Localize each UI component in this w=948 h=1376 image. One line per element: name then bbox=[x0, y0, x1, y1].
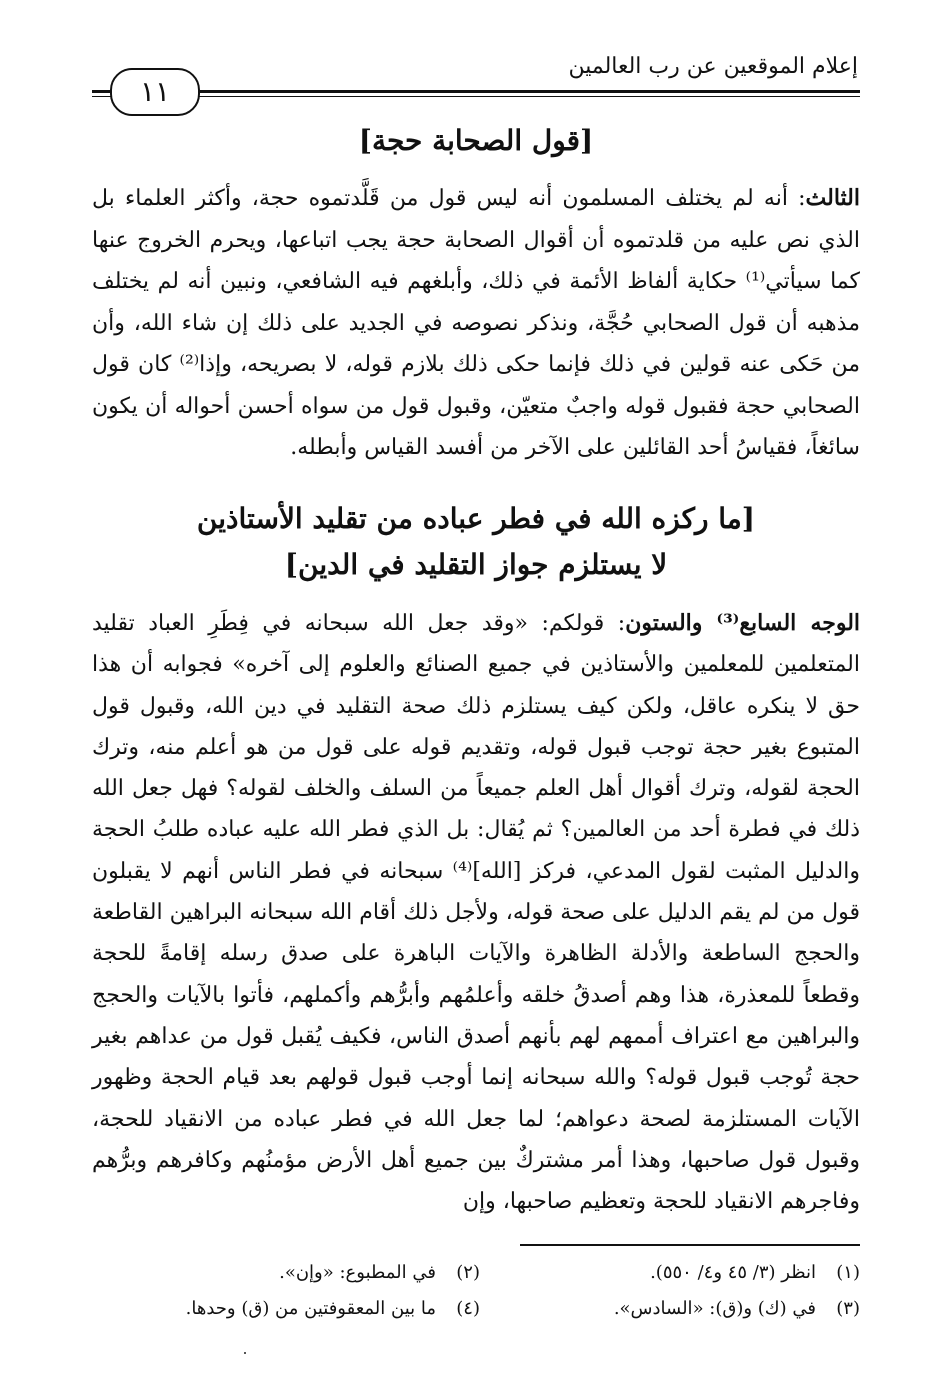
footnote-3-text: في (ك) و(ق): «السادس». bbox=[613, 1298, 816, 1319]
section-heading-1: [قول الصحابة حجة] bbox=[358, 124, 594, 157]
footnote-1-text: انظر (٣/ ٤٥ و٤/ ٥٥٠). bbox=[650, 1262, 816, 1283]
scan-speck bbox=[244, 1352, 246, 1354]
footnote-1 bbox=[650, 1262, 860, 1283]
paragraph-1 bbox=[92, 178, 860, 469]
footnote-rule bbox=[520, 1244, 860, 1246]
paragraph-2-lead: الوجه السابع⁽³⁾ والستون bbox=[625, 610, 861, 636]
footnote-4-text: ما بين المعقوفتين من (ق) وحدها. bbox=[185, 1298, 436, 1319]
footnote-2 bbox=[279, 1262, 480, 1283]
footnote-2-text: في المطبوع: «وإن». bbox=[279, 1262, 436, 1283]
footnote-4 bbox=[186, 1298, 480, 1319]
footnote-4-number: (٤) bbox=[456, 1298, 480, 1319]
header-rule bbox=[92, 90, 860, 93]
footnote-1-number: (١) bbox=[836, 1262, 860, 1283]
page-number: ١١ bbox=[110, 68, 200, 116]
paragraph-2 bbox=[92, 603, 860, 1222]
paragraph-1-lead: الثالث bbox=[805, 185, 860, 211]
paragraph-2-text: : قولكم: «وقد جعل الله سبحانه في فِطَرِ العباد تقليد المتعلمين للمعلمين والأستاذين في جميع الصنائع والعلوم إلى آخره» فجوابه أن هذا حق لا ينكره عاقل، ولكن كيف يستلزم ذلك صحة التقليد في دين الله، وقبول قول المتبوع بغير حجة توجب قبول قوله، وتقديم قوله على قول من هو أعلم منه، وترك الحجة لقوله، وترك أقوال أهل العلم جميعاً من السلف والخلف لقوله؟ فهل جعل الله ذلك في فطرة أحد من العالمين؟ ثم يُقال: بل الذي فطر الله عليه عباده طلبُ الحجة والدليل المثبت لقول المدعي، فركز [الله]⁽⁴⁾ سبحانه في فطر الناس أنهم لا يقبلون قول من لم يقم الدليل على صحة قوله، ولأجل ذلك أقام الله سبحانه البراهين القاطعة والحجج الساطعة والأدلة الظاهرة والآيات الباهرة على صدق رسله إقامةً للحجة وقطعاً للمعذرة، هذا وهم أصدقُ خلقه وأعلمُهم وأبرُّهم وأكملهم، فأتوا بالآيات والحجج والبراهين مع اعتراف أممهم لهم بأنهم أصدق الناس، فكيف يُقبل قول من عداهم بغير حجة تُوجب قبول قوله؟ والله سبحانه إنما أوجب قبول قولهم بعد قيام الحجة وظهور الآيات المستلزمة لصحة دعواهم؛ لما جعل الله في فطر عباده من الانقياد للحجة، وقبول قول صاحبها، وهذا أمر مشتركٌ بين جميع أهل الأرض مؤمنُهم وكافرهم وبرُّهم وفاجرهم الانقياد للحجة وتعظيم صاحبها، وإن bbox=[92, 611, 860, 1215]
section-heading-2-line-1: [ما ركزه الله في فطر عباده من تقليد الأستاذين bbox=[196, 502, 756, 535]
footnote-2-number: (٢) bbox=[456, 1262, 480, 1283]
footnote-3 bbox=[614, 1298, 860, 1319]
header-rule-thin bbox=[92, 96, 860, 97]
section-heading-2-line-2: لا يستلزم جواز التقليد في الدين] bbox=[284, 548, 668, 581]
running-title: إعلام الموقعين عن رب العالمين bbox=[568, 54, 858, 79]
footnote-3-number: (٣) bbox=[836, 1298, 860, 1319]
paragraph-1-text: : أنه لم يختلف المسلمون أنه ليس قول من قَلَّدتموه حجة، وأكثر العلماء بل الذي نص عليه من قلدتموه أن أقوال الصحابة حجة يجب اتباعها، ويحرم الخروج عنها كما سيأتي⁽¹⁾ حكاية ألفاظ الأئمة في ذلك، وأبلغهم فيه الشافعي، ونبين أنه لم يختلف مذهبه أن قول الصحابي حُجَّة، ونذكر نصوصه في الجديد على ذلك إن شاء الله، وأن من حَكى عنه قولين في ذلك فإنما حكى ذلك بلازم قوله، لا بصريحه، وإذا⁽²⁾ كان قول الصحابي حجة فقبول قوله واجبٌ متعيّن، وقبول قول من سواه أحسن أحواله أن يكون سائغاً، فقياسُ أحد القائلين على الآخر من أفسد القياس وأبطله. bbox=[92, 186, 860, 460]
